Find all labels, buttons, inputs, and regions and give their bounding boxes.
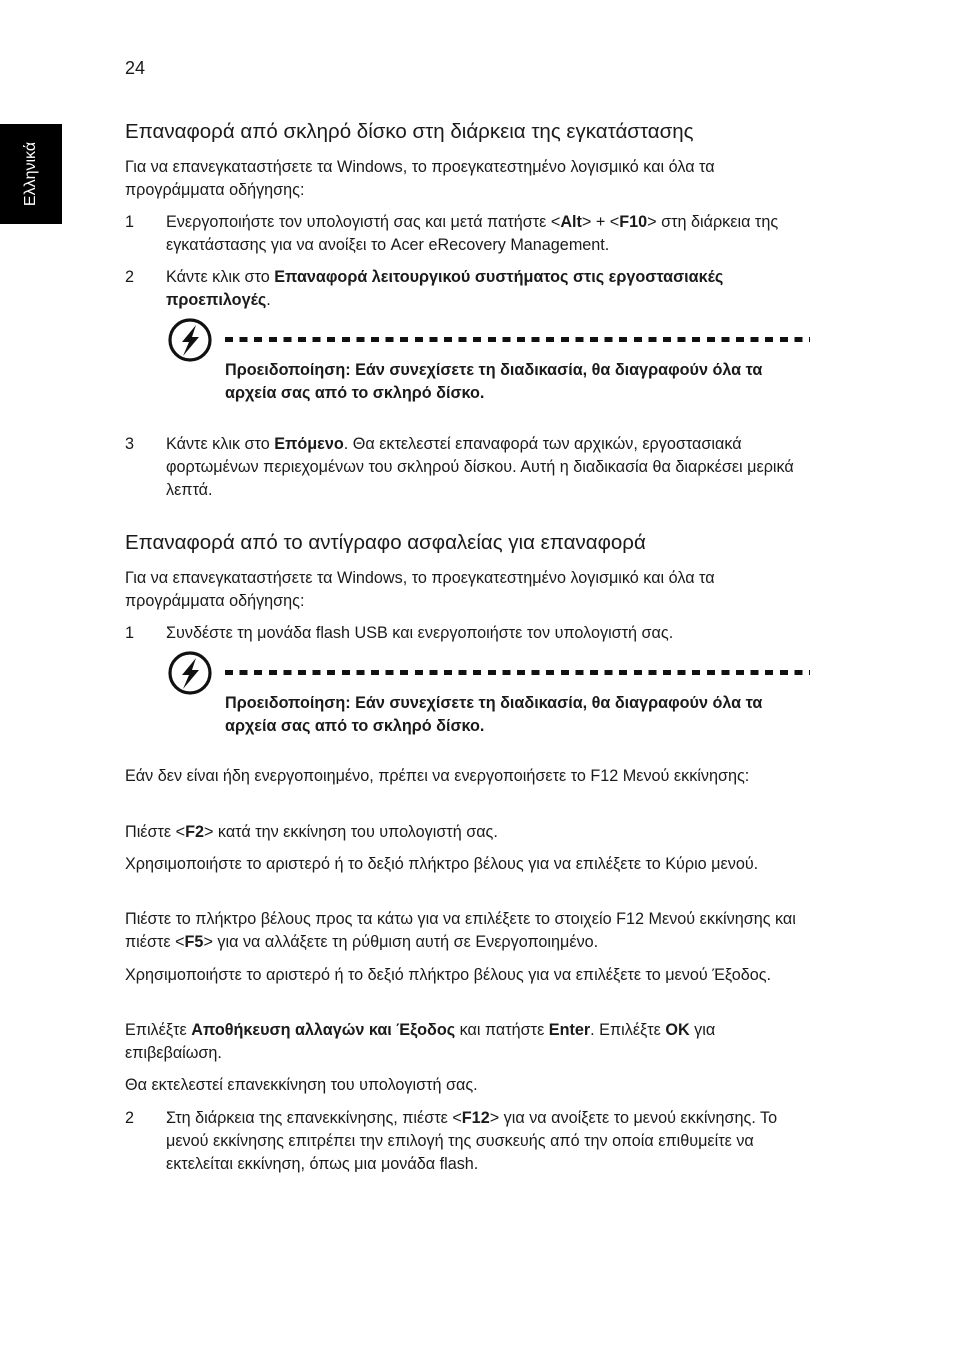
section-heading: Επαναφορά από το αντίγραφο ασφαλείας για επαναφορά <box>125 531 646 554</box>
language-tab <box>0 124 62 224</box>
step-text: Κάντε κλικ στο Επαναφορά λειτουργικού συστήματος στις εργοστασιακές προεπιλογές. <box>166 268 724 309</box>
intro-paragraph: Για να επανεγκαταστήσετε τα Windows, το προεγκατεστημένο λογισμικό και όλα τα προγράμματα οδήγησης: <box>125 569 715 610</box>
body-paragraph: Πιέστε <F2> κατά την εκκίνηση του υπολογιστή σας. <box>125 823 498 841</box>
body-paragraph: Θα εκτελεστεί επανεκκίνηση του υπολογιστή σας. <box>125 1076 478 1094</box>
page-number: 24 <box>125 58 146 78</box>
step-text: Ενεργοποιήστε τον υπολογιστή σας και μετά πατήστε <Alt> + <F10> στη διάρκεια της εγκατάστασης για να ανοίξει το Acer eRecovery Management. <box>166 213 779 254</box>
warning-text: Προειδοποίηση: Εάν συνεχίσετε τη διαδικασία, θα διαγραφούν όλα τα αρχεία σας από το σκληρό δίσκο. <box>225 694 763 735</box>
body-paragraph: Χρησιμοποιήστε το αριστερό ή το δεξιό πλήκτρο βέλους για να επιλέξετε το Κύριο μενού. <box>125 855 759 873</box>
body-paragraph: Εάν δεν είναι ήδη ενεργοποιημένο, πρέπει να ενεργοποιήσετε το F12 Μενού εκκίνησης: <box>125 767 750 785</box>
step-number: 1 <box>125 213 135 231</box>
warning-divider <box>225 670 810 675</box>
body-paragraph: Χρησιμοποιήστε το αριστερό ή το δεξιό πλήκτρο βέλους για να επιλέξετε το μενού Έξοδος. <box>125 966 772 984</box>
section-heading: Επαναφορά από σκληρό δίσκο στη διάρκεια της εγκατάστασης <box>125 120 694 143</box>
body-paragraph: Πιέστε το πλήκτρο βέλους προς τα κάτω για να επιλέξετε το στοιχείο F12 Μενού εκκίνησης και πιέστε <F5> για να αλλάξετε τη ρύθμιση αυτή σε Ενεργοποιημένο. <box>125 910 796 951</box>
warning-divider <box>225 337 810 342</box>
intro-paragraph: Για να επανεγκαταστήσετε τα Windows, το προεγκατεστημένο λογισμικό και όλα τα προγράμματα οδήγησης: <box>125 158 715 199</box>
warning-text: Προειδοποίηση: Εάν συνεχίσετε τη διαδικασία, θα διαγραφούν όλα τα αρχεία σας από το σκληρό δίσκο. <box>225 361 763 402</box>
step-number: 2 <box>125 1109 135 1127</box>
step-text: Συνδέστε τη μονάδα flash USB και ενεργοποιήστε τον υπολογιστή σας. <box>166 624 674 642</box>
step-number: 3 <box>125 435 135 453</box>
step-number: 1 <box>125 624 135 642</box>
warning-lightning-icon <box>166 316 214 364</box>
language-tab-label: Ελληνικά <box>22 141 39 207</box>
step-text: Στη διάρκεια της επανεκκίνησης, πιέστε <F12> για να ανοίξετε το μενού εκκίνησης. Το μενού εκκίνησης επιτρέπει την επιλογή της συσκευής από την οποία επιθυμείτε να εκτελείται εκκίνηση, όπως μια μονάδα flash. <box>166 1109 778 1173</box>
body-paragraph: Επιλέξτε Αποθήκευση αλλαγών και Έξοδος και πατήστε Enter. Επιλέξτε OK για επιβεβαίωση. <box>125 1021 716 1062</box>
step-text: Κάντε κλικ στο Επόμενο. Θα εκτελεστεί επαναφορά των αρχικών, εργοστασιακά φορτωμένων περιεχομένων του σκληρού δίσκου. Αυτή η διαδικασία θα διαρκέσει μερικά λεπτά. <box>166 435 794 499</box>
step-number: 2 <box>125 268 135 286</box>
warning-lightning-icon <box>166 649 214 697</box>
